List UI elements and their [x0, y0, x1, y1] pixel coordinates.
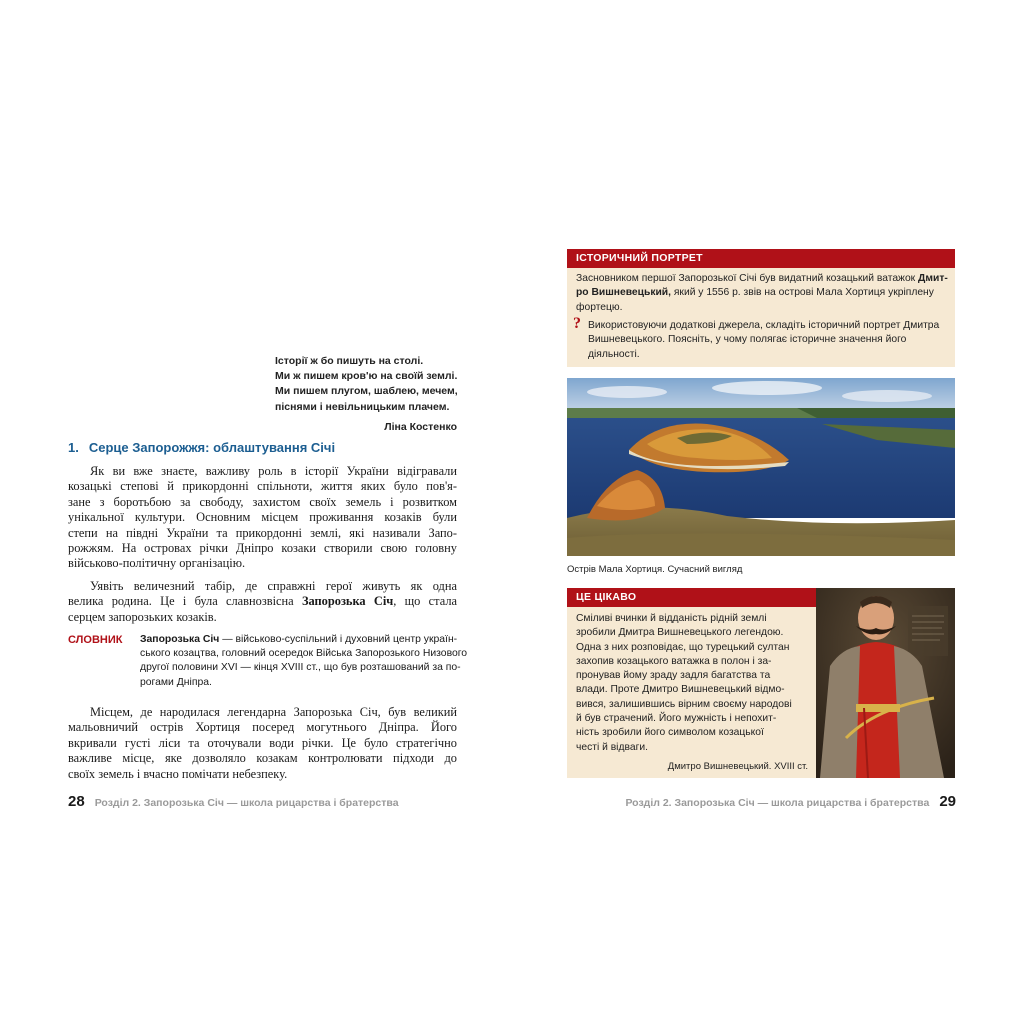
question-icon: ?	[573, 315, 581, 332]
page-number: 28	[68, 793, 85, 810]
section-heading	[68, 440, 458, 455]
dictionary-definition	[140, 633, 468, 690]
dictionary-line: ського козацтва, головний осередок Війська Запорозького Низового	[140, 648, 468, 660]
dictionary-text: — військово-суспільний і духовний центр україн-	[219, 634, 458, 645]
island-landscape-image	[567, 378, 955, 556]
paragraph-text: велика родина. Це і була славнозвісна	[68, 594, 302, 609]
footer-chapter-title: Розділ 2. Запорозька Січ — школа рицарства і братерства	[625, 797, 930, 809]
cossack-portrait-image	[816, 588, 955, 778]
box-line: честі й відваги.	[576, 741, 648, 753]
box-line: й був страчений. Його мужність і непохит-	[576, 713, 777, 725]
epigraph	[275, 354, 457, 435]
box-bold: Дмит-	[918, 273, 948, 284]
paragraph-line: козацькі степові й прикордонні спільноти, життя яких було пов'я-	[68, 479, 457, 494]
paragraph-line: Як ви вже знаєте, важливу роль в історії України відігравали	[90, 464, 457, 478]
box-line: влади. Проте Дмитро Вишневецький відмо-	[576, 684, 785, 696]
question-line: Використовуючи додаткові джерела, складіть історичний портрет Дмитра	[588, 320, 940, 331]
section-number: 1.	[68, 440, 79, 455]
question-text	[588, 319, 948, 362]
box-line: вився, залишившись вірним своєму народові	[576, 698, 792, 710]
paragraph-line: Місцем, де народилася легендарна Запорозька Січ, був великий	[90, 705, 457, 719]
box-body	[567, 607, 816, 755]
section-title: Серце Запорожжя: облаштування Січі	[88, 440, 336, 455]
box-header: ІСТОРИЧНИЙ ПОРТРЕТ	[567, 249, 955, 268]
island-photo	[567, 378, 955, 556]
box-line: Одна з них розповідає, що турецький султан	[576, 641, 790, 653]
paragraph-line: вкривали густі ліси та оточували води річки. Це було стратегічно	[68, 735, 457, 750]
dictionary-tag: СЛОВНИК	[68, 634, 123, 646]
paragraph-2	[68, 579, 457, 625]
paragraph-text: , що стала	[393, 594, 458, 609]
dictionary-line: другої половини XVI — кінця XVIII ст., що був розташований за по-	[140, 662, 461, 674]
photo-caption: Острів Мала Хортиця. Сучасний вигляд	[567, 564, 743, 575]
box-bold: ро Вишневецький,	[576, 287, 671, 299]
dictionary-term: Запорозька Січ	[140, 634, 220, 645]
paragraph-line	[68, 594, 457, 609]
box-line: фортецю.	[576, 301, 623, 313]
box-line	[576, 272, 946, 286]
box-line	[576, 286, 946, 300]
term-bold: Запорозька Січ	[301, 594, 394, 609]
box-line: ність зробили його символом козацької	[576, 727, 764, 739]
paragraph-line: своїх земель і вчасно помічати небезпеку.	[68, 766, 288, 781]
box-body	[567, 268, 955, 315]
box-line: Сміливі вчинки й відданість рідній землі	[576, 613, 767, 624]
interesting-fact-box	[567, 588, 816, 778]
footer-right	[625, 793, 956, 811]
paragraph-line: важливе місце, яке дозволяло козакам контролювати підходи до	[68, 751, 457, 766]
question-line: діяльності.	[588, 348, 640, 360]
box-text: Засновником першої Запорозької Січі був видатний козацький ватажок	[576, 273, 919, 284]
paragraph-line: серцем запорозьких козаків.	[68, 609, 217, 624]
paragraph-line: військово-політичну організацію.	[68, 556, 246, 571]
paragraph-line: рожжям. На островах річки Дніпро козаки створили свою головну	[68, 541, 457, 556]
box-header: ЦЕ ЦІКАВО	[567, 588, 816, 607]
portrait-caption: Дмитро Вишневецький. XVIII ст.	[667, 761, 808, 772]
historical-portrait-box	[567, 249, 955, 367]
dictionary-line	[140, 633, 460, 647]
dictionary-line: рогами Дніпра.	[140, 676, 212, 688]
paragraph-1	[68, 464, 457, 572]
box-text: який у 1556 р. звів на острові Мала Хортиця укріплену	[671, 287, 934, 299]
box-line: пронував йому зраду задля багатства та	[576, 670, 771, 682]
paragraph-line: мальовничий острів Хортиця посеред могутнього Дніпра. Його	[68, 720, 457, 735]
paragraph-line: степи на півдні України та прикордонні землі, які називали Запо-	[68, 525, 457, 540]
page-number: 29	[939, 793, 956, 810]
epigraph-line: піснями і невільницьким плачем.	[275, 400, 450, 413]
epigraph-author: Ліна Костенко	[384, 420, 457, 433]
footer-left	[68, 793, 399, 811]
footer-chapter-title: Розділ 2. Запорозька Січ — школа рицарства і братерства	[94, 797, 399, 809]
question-line: Вишневецького. Поясніть, у чому полягає історичне значення його	[588, 334, 907, 346]
epigraph-line: Ми пишем плугом, шаблею, мечем,	[275, 385, 458, 398]
paragraph-line: зане з боротьбою за свободу, захистом своїх земель і розвитком	[68, 494, 457, 509]
paragraph-line: Уявіть величезний табір, де справжні герої живуть як одна	[90, 579, 457, 593]
epigraph-line: Історії ж бо пишуть на столі.	[275, 355, 424, 367]
box-line: зробили Дмитра Вишневецького легендою.	[576, 627, 784, 639]
paragraph-3	[68, 705, 457, 782]
box-line: захопив козацького ватажка в полон і за-	[576, 655, 772, 667]
epigraph-line: Ми ж пишем кров'ю на своїй землі.	[275, 370, 458, 383]
portrait-painting	[816, 588, 955, 778]
paragraph-line: унікальної культури. Основним місцем проживання козаків були	[68, 510, 457, 525]
